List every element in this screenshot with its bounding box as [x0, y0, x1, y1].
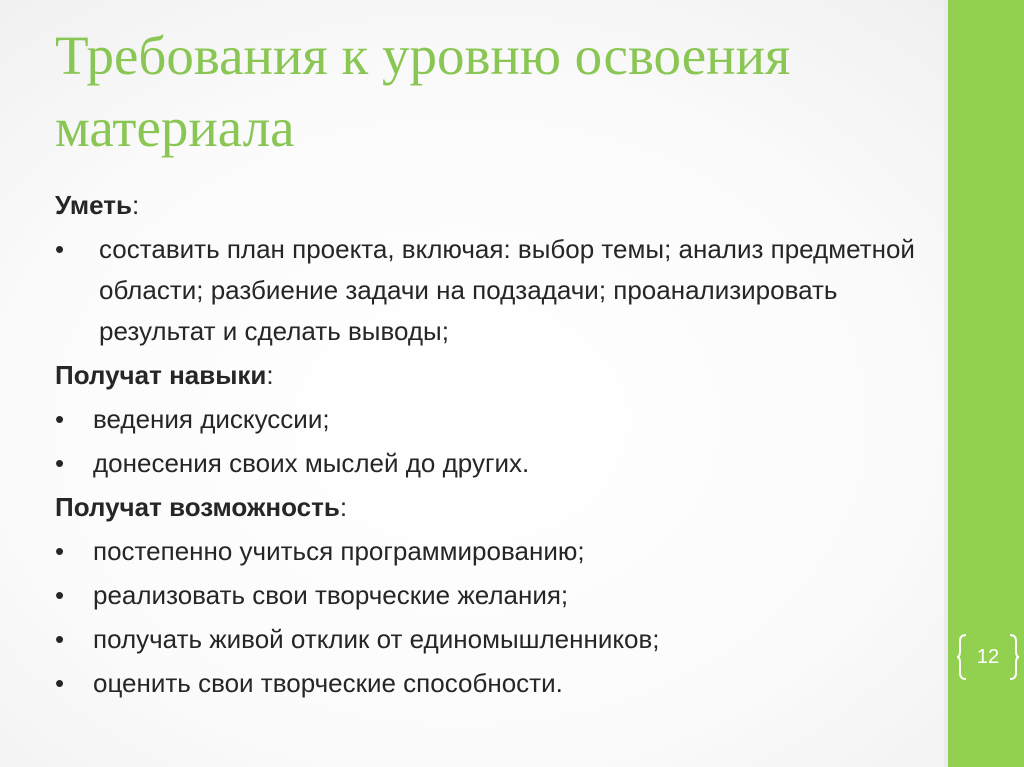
bullet-icon: • — [55, 234, 65, 264]
section-heading-opportunities: Получат возможность: — [55, 492, 348, 522]
list-item-text: оценить свои творческие способности. — [93, 668, 563, 698]
list-item — [55, 443, 935, 484]
section-heading-label: Получат возможность — [55, 492, 340, 522]
bullet-icon: • — [55, 624, 65, 654]
list-item-text: постепенно учиться программированию; — [93, 536, 585, 566]
slide-body — [55, 185, 935, 707]
list-item — [55, 399, 935, 440]
list-item-text: донесения своих мыслей до других. — [93, 448, 530, 478]
page-number-badge — [957, 632, 1019, 682]
list-item-text: получать живой отклик от единомышленников; — [93, 624, 660, 654]
section-heading-label: Получат навыки — [55, 360, 267, 390]
bullet-icon: • — [55, 580, 65, 610]
section-heading-label: Уметь — [55, 190, 132, 220]
skills-list — [55, 229, 935, 352]
bullet-icon: • — [55, 536, 65, 566]
list-item — [55, 663, 935, 704]
list-item-text: составить план проекта, включая: выбор темы; анализ предметной области; разбиение задачи на подзадачи; проанализировать результат и сделать выводы; — [99, 234, 915, 346]
slide-title: Требования к уровню освоения материала — [55, 25, 791, 158]
bullet-icon: • — [55, 404, 65, 434]
list-item-text: ведения дискуссии; — [93, 404, 330, 434]
list-item — [55, 619, 935, 660]
list-item-text: реализовать свои творческие желания; — [93, 580, 569, 610]
habits-list — [55, 399, 935, 484]
opportunities-list — [55, 531, 935, 704]
list-item — [55, 575, 935, 616]
bullet-icon: • — [55, 448, 65, 478]
section-heading-skills: Уметь: — [55, 190, 140, 220]
section-heading-habits: Получат навыки: — [55, 360, 274, 390]
bullet-icon: • — [55, 668, 65, 698]
list-item — [55, 229, 935, 352]
list-item — [55, 531, 935, 572]
page-number: 12 — [976, 646, 1000, 668]
